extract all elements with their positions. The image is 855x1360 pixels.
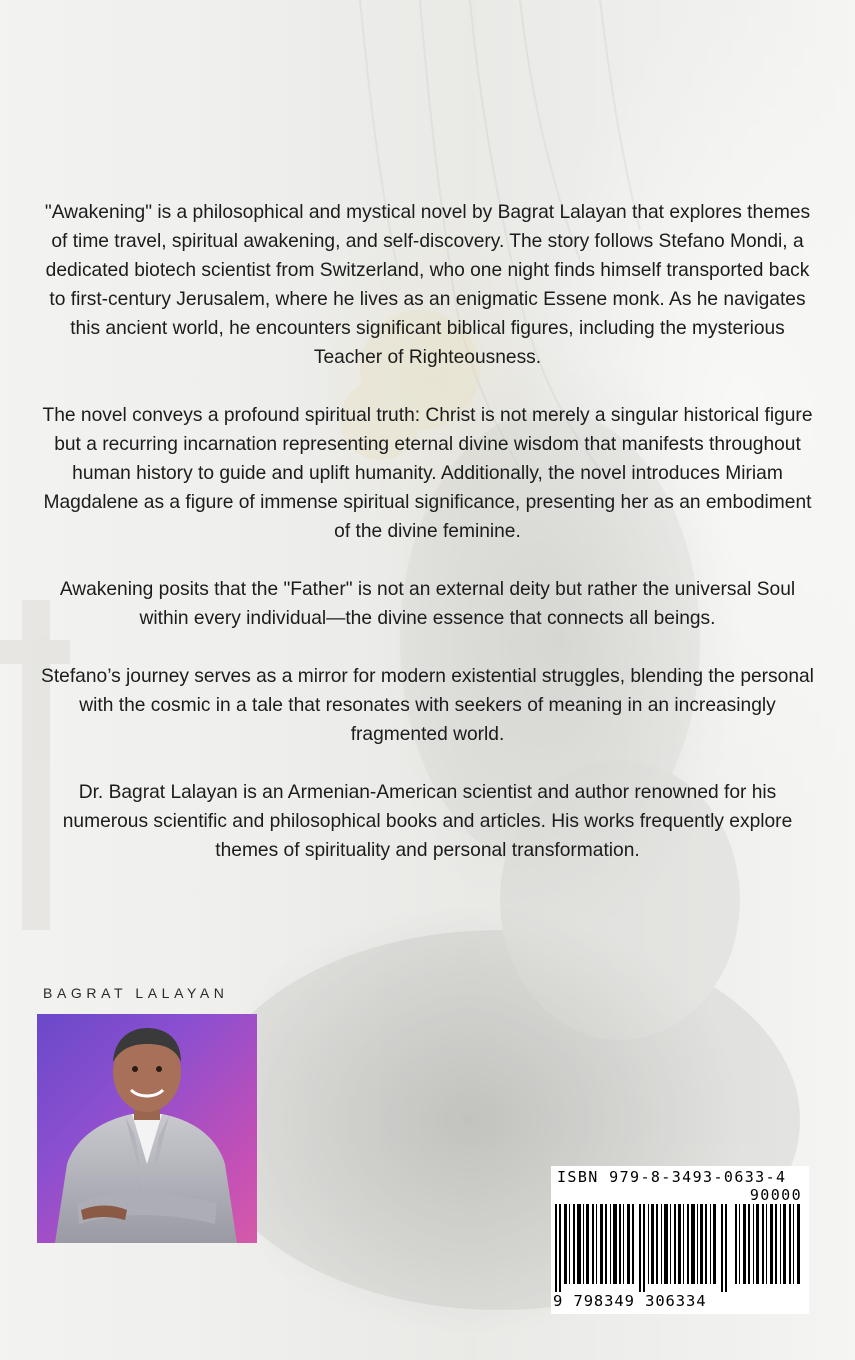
barcode-bars-icon <box>555 1204 731 1292</box>
blurb-paragraph: "Awakening" is a philosophical and mystical novel by Bagrat Lalayan that explores themes of time travel, spiritual awakening, and self-discovery. The story follows Stefano Mondi, a dedicated biotech scientist from Switzerland, who one night finds himself transported back to first-century Jerusalem, where he lives as an enigmatic Essene monk. As he navigates this ancient world, he encounters significant biblical figures, including the mysterious Teacher of Righteousness. <box>44 202 811 368</box>
blurb-paragraph: Awakening posits that the "Father" is not an external deity but rather the universal Soul within every individual—the divine essence that connects all beings. <box>59 579 796 629</box>
barcode-price-code: 90000 <box>749 1186 802 1204</box>
blurb-paragraph: The novel conveys a profound spiritual truth: Christ is not merely a singular historical figure but a recurring incarnation representing eternal divine wisdom that manifests throughout human history to guide and uplift humanity. Additionally, the novel introduces Miriam Magdalene as a figure of immense spiritual significance, presenting her as an embodiment of the divine feminine. <box>42 405 813 542</box>
barcode-addon-bars-icon <box>735 1204 803 1284</box>
blurb-paragraph: Stefano’s journey serves as a mirror for modern existential struggles, blending the personal with the cosmic in a tale that resonates with seekers of meaning in an increasingly fragmented world. <box>41 666 814 745</box>
author-portrait-icon <box>37 1014 257 1243</box>
isbn-label: ISBN 979-8-3493-0633-4 <box>557 1168 787 1186</box>
isbn-barcode <box>551 1166 809 1314</box>
author-bio: Dr. Bagrat Lalayan is an Armenian-American scientist and author renowned for his numerous scientific and philosophical books and articles. His works frequently explore themes of spirituality and personal transformation. <box>62 782 793 861</box>
author-name-label: BAGRAT LALAYAN <box>43 985 229 1001</box>
author-photo <box>37 1014 257 1243</box>
ean-digits: 9 798349 306334 <box>553 1292 707 1310</box>
back-cover-blurb <box>40 198 815 894</box>
